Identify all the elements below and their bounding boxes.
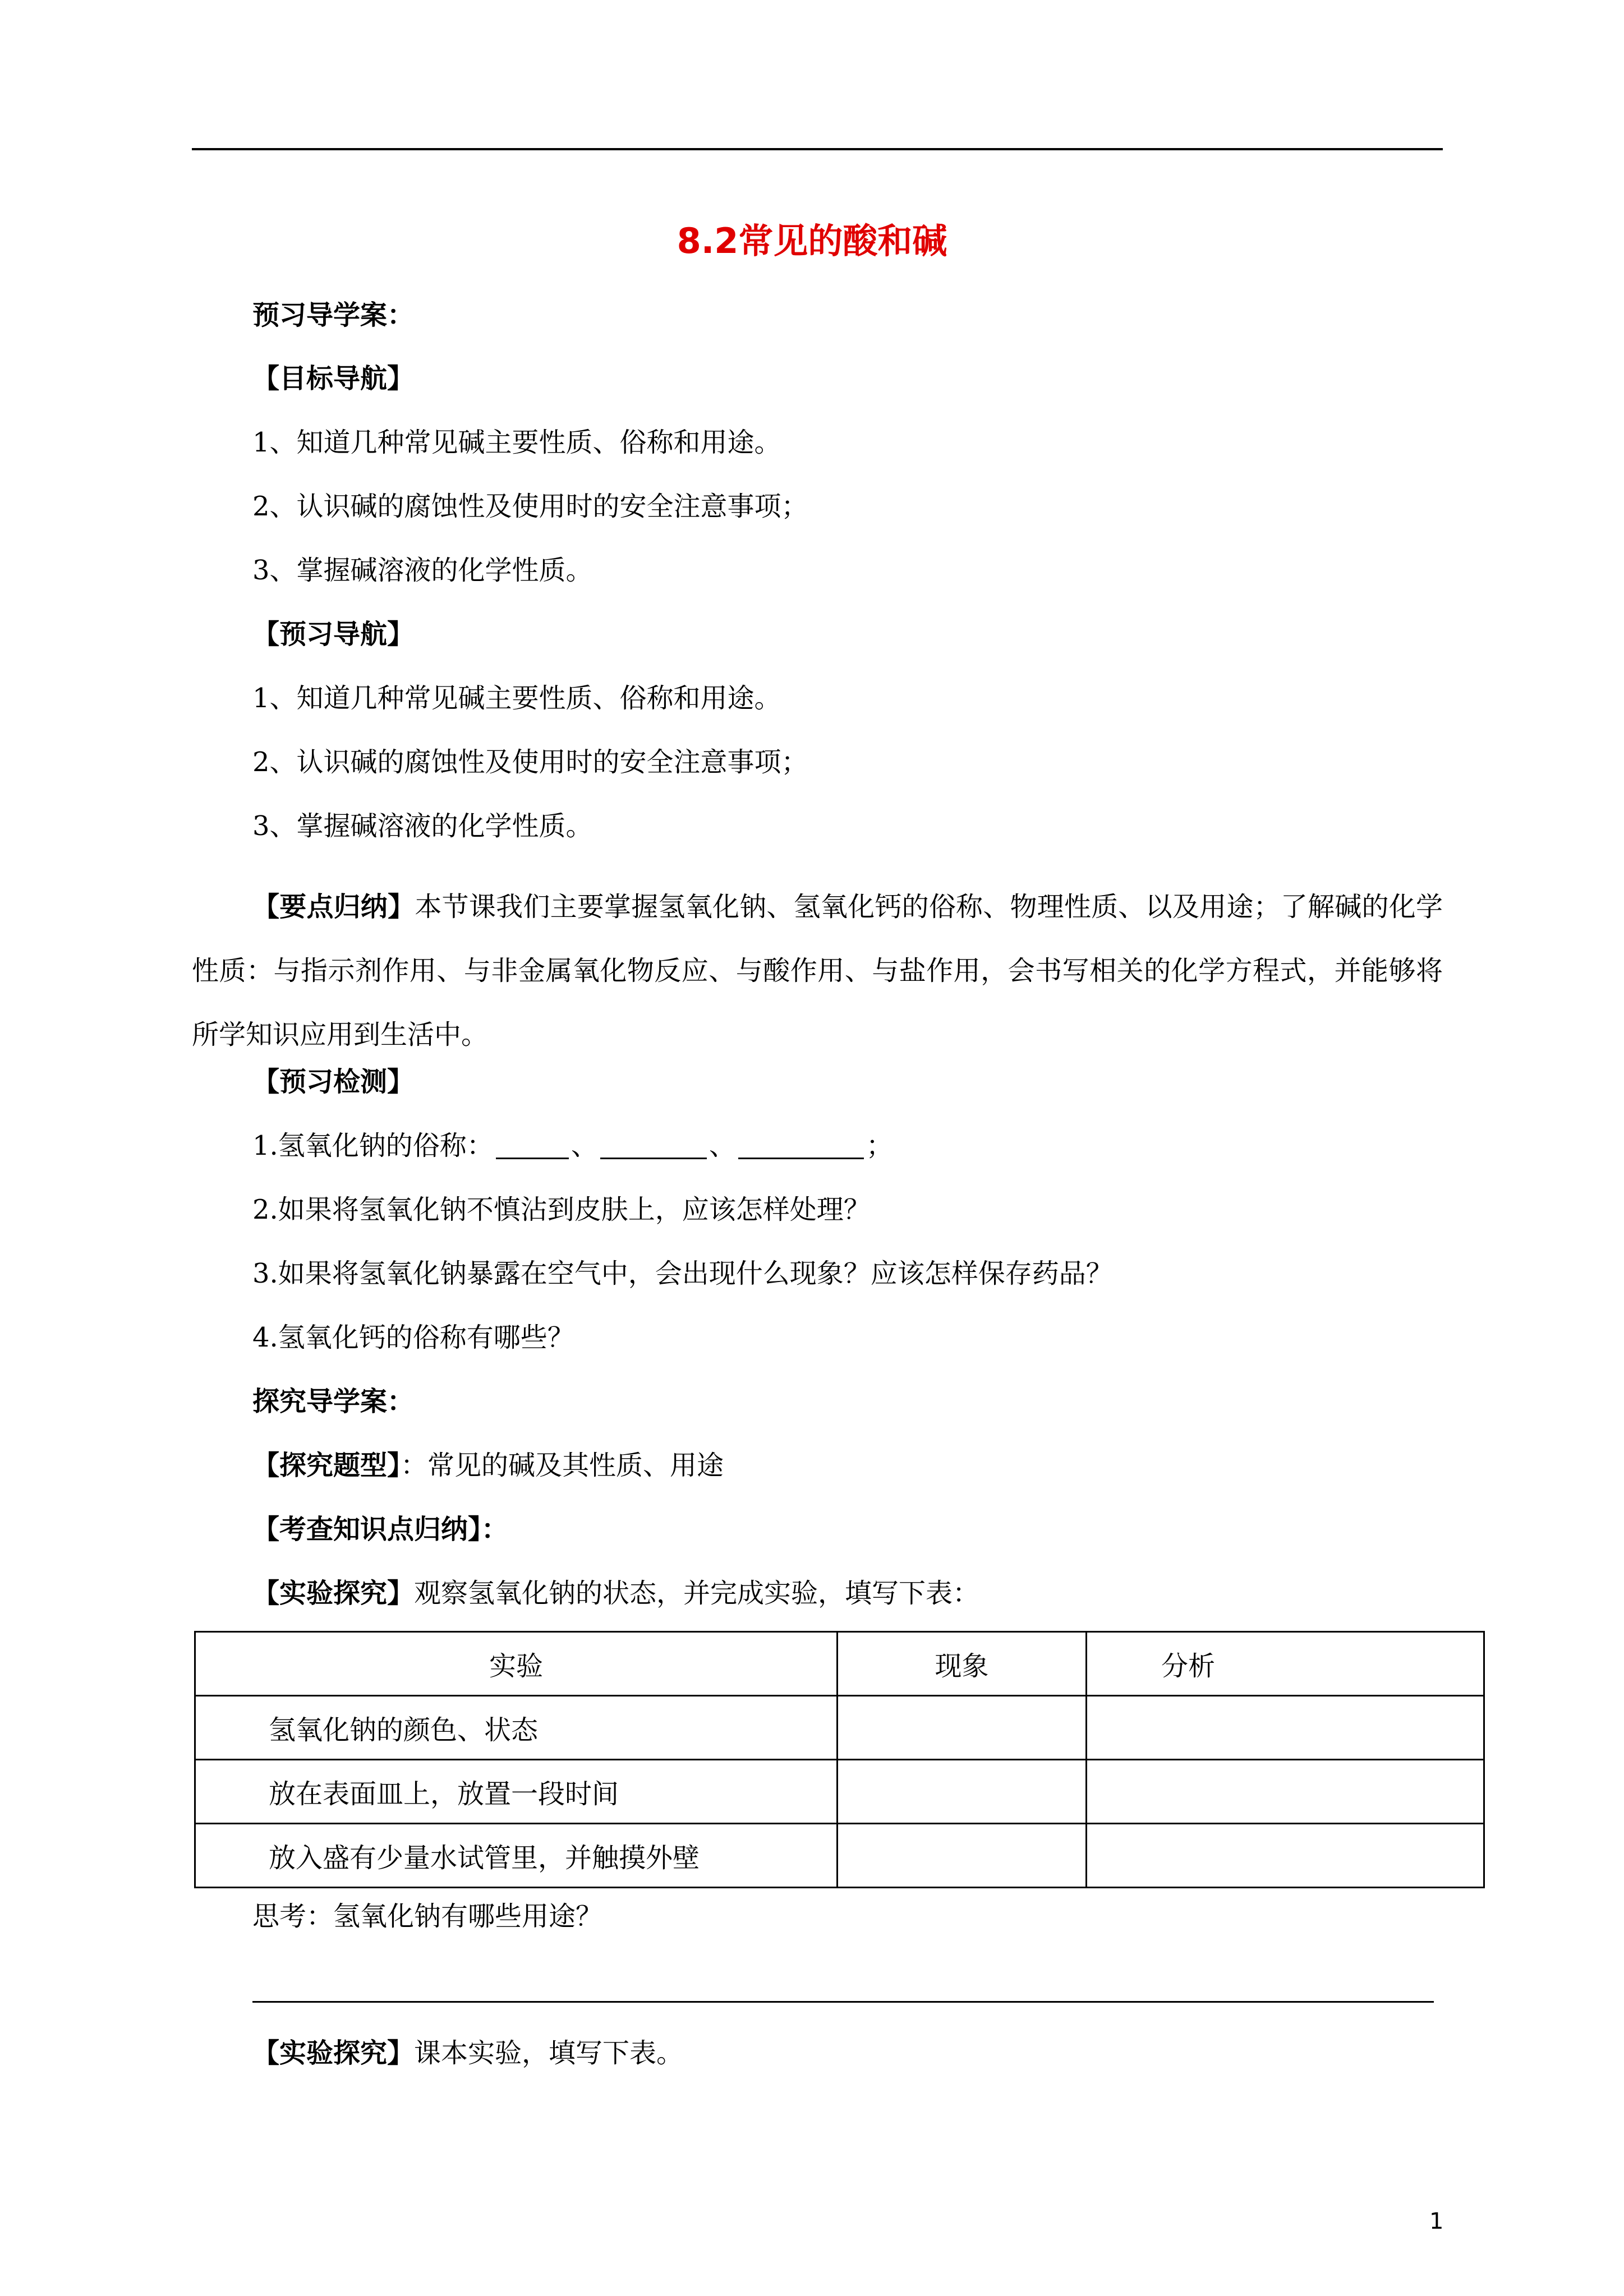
table-header-row xyxy=(195,1632,1484,1696)
knowledge-heading: 【考查知识点归纳】： xyxy=(252,1514,509,1545)
answer-line[interactable] xyxy=(252,2001,1434,2003)
header-rule xyxy=(192,148,1443,150)
q1-sep2: 、 xyxy=(709,1130,736,1161)
answer-blank-2[interactable] xyxy=(600,1133,707,1159)
preview-nav-heading: 【预习导航】 xyxy=(252,619,415,650)
table-cell-analysis[interactable] xyxy=(1087,1696,1484,1760)
table-cell-analysis[interactable] xyxy=(1087,1824,1484,1888)
preview-test-heading: 【预习检测】 xyxy=(252,1066,415,1098)
experiment2-line xyxy=(252,2037,684,2069)
experiment2-text: 课本实验，填写下表。 xyxy=(414,2037,684,2069)
test-question-1 xyxy=(252,1132,893,1159)
table-cell-experiment: 氢氧化钠的颜色、状态 xyxy=(195,1696,838,1760)
table-cell-phenomenon[interactable] xyxy=(838,1760,1087,1824)
key-points-text: 本节课我们主要掌握氢氧化钠、氢氧化钙的俗称、物理性质、以及用途；了解碱的化学性质：与指示剂作用、与非金属氧化物反应、与酸作用、与盐作用，会书写相关的化学方程式，并能够将所学知识应用到生活中。 xyxy=(192,891,1443,1050)
q1-end: ； xyxy=(866,1130,893,1161)
preview-heading: 预习导学案： xyxy=(252,299,415,331)
test-question-2: 2.如果将氢氧化钠不慎沾到皮肤上，应该怎样处理？ xyxy=(252,1194,871,1225)
think-question: 思考：氢氧化钠有哪些用途？ xyxy=(252,1901,603,1932)
test-question-4: 4.氢氧化钙的俗称有哪些？ xyxy=(252,1322,574,1353)
table-cell-experiment: 放入盛有少量水试管里，并触摸外壁 xyxy=(195,1824,838,1888)
q1-sep1: 、 xyxy=(571,1130,598,1161)
page-title: 8.2常见的酸和碱 xyxy=(677,220,947,261)
table-row xyxy=(195,1760,1484,1824)
preview-item-3: 3、掌握碱溶液的化学性质。 xyxy=(252,810,593,842)
table-row xyxy=(195,1696,1484,1760)
explore-type-text: ：常见的碱及其性质、用途 xyxy=(401,1450,724,1481)
table-header: 分析 xyxy=(1087,1632,1484,1696)
experiment1-text: 观察氢氧化钠的状态，并完成实验，填写下表： xyxy=(414,1578,980,1609)
answer-blank-1[interactable] xyxy=(496,1133,569,1159)
goal-nav-heading: 【目标导航】 xyxy=(252,363,415,394)
table-header: 实验 xyxy=(195,1632,838,1696)
table-cell-analysis[interactable] xyxy=(1087,1760,1484,1824)
preview-item-2: 2、认识碱的腐蚀性及使用时的安全注意事项； xyxy=(252,746,808,778)
experiment2-heading: 【实验探究】 xyxy=(252,2037,415,2069)
table-header: 现象 xyxy=(838,1632,1087,1696)
experiment-table xyxy=(194,1631,1485,1888)
table-cell-phenomenon[interactable] xyxy=(838,1824,1087,1888)
test-question-3: 3.如果将氢氧化钠暴露在空气中，会出现什么现象？应该怎样保存药品？ xyxy=(252,1258,1113,1289)
preview-item-1: 1、知道几种常见碱主要性质、俗称和用途。 xyxy=(252,683,781,714)
explore-type xyxy=(252,1452,724,1479)
experiment1-heading: 【实验探究】 xyxy=(252,1578,415,1609)
table-cell-experiment: 放在表面皿上，放置一段时间 xyxy=(195,1760,838,1824)
explore-type-heading: 【探究题型】 xyxy=(252,1450,401,1481)
key-points-paragraph xyxy=(192,875,1443,1067)
experiment1-line xyxy=(252,1580,979,1607)
table-row xyxy=(195,1824,1484,1888)
q1-prefix: 1.氢氧化钠的俗称： xyxy=(252,1130,494,1161)
table-cell-phenomenon[interactable] xyxy=(838,1696,1087,1760)
key-points-heading: 【要点归纳】 xyxy=(252,891,415,923)
answer-blank-3[interactable] xyxy=(738,1133,864,1159)
goal-item-3: 3、掌握碱溶液的化学性质。 xyxy=(252,555,593,586)
explore-heading: 探究导学案： xyxy=(252,1386,415,1417)
page-number: 1 xyxy=(1429,2209,1444,2234)
goal-item-1: 1、知道几种常见碱主要性质、俗称和用途。 xyxy=(252,427,781,458)
goal-item-2: 2、认识碱的腐蚀性及使用时的安全注意事项； xyxy=(252,491,808,522)
